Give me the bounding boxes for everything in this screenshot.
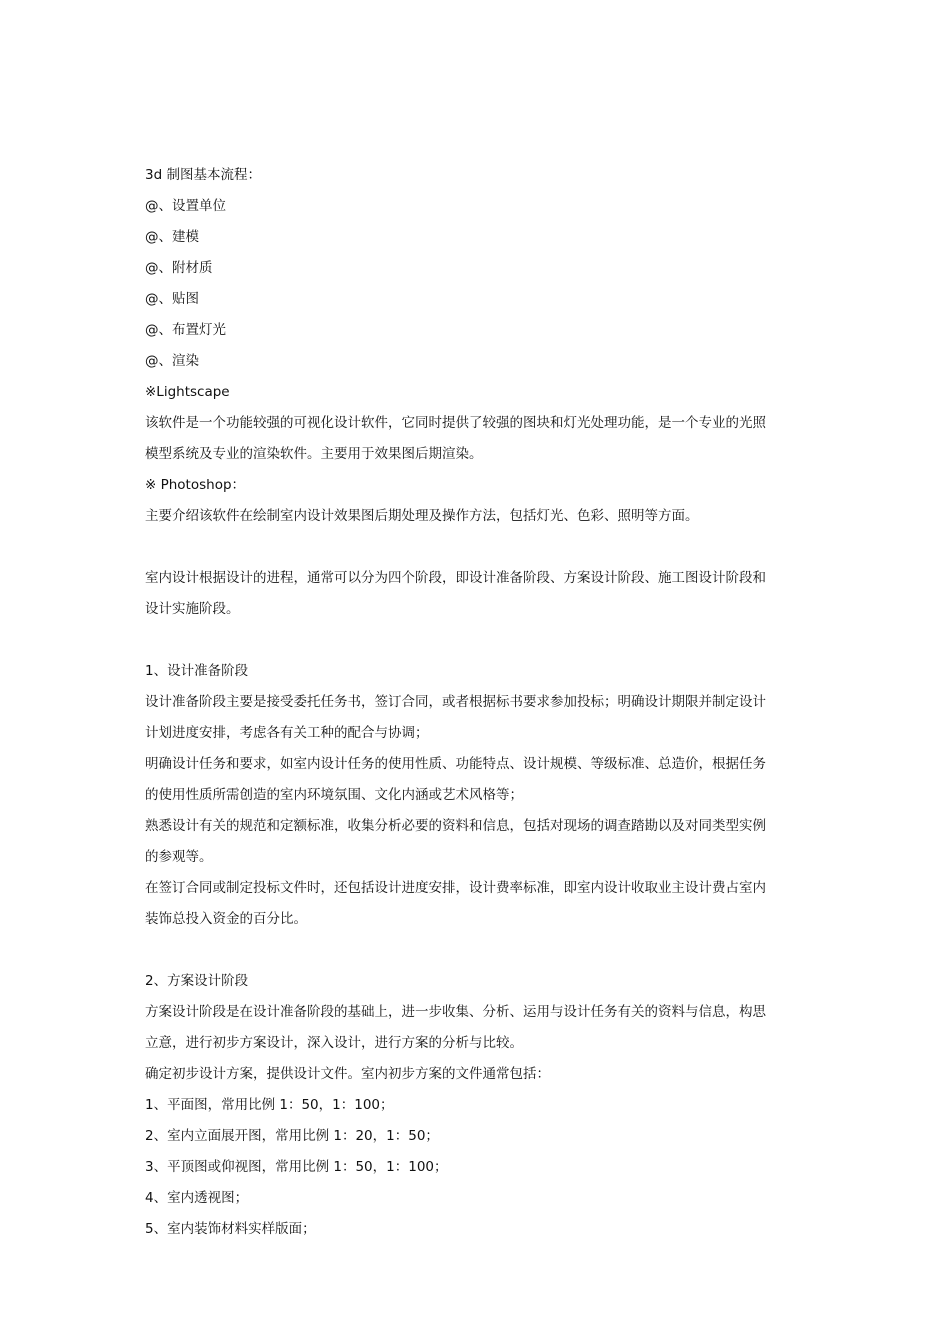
lightscape-text: 该软件是一个功能较强的可视化设计软件，它同时提供了较强的图块和灯光处理功能，是一个专业的光照 (145, 415, 766, 431)
workflow-step: @、渲染 (145, 353, 199, 369)
stage2-paragraph: 立意，进行初步方案设计，深入设计，进行方案的分析与比较。 (145, 1035, 523, 1051)
workflow-step: @、附材质 (145, 260, 213, 276)
stage2-heading: 2、方案设计阶段 (145, 973, 249, 989)
workflow-step: @、布置灯光 (145, 322, 226, 338)
stage1-paragraph: 明确设计任务和要求，如室内设计任务的使用性质、功能特点、设计规模、等级标准、总造价，根据任务 (145, 756, 766, 772)
overview-text: 室内设计根据设计的进程，通常可以分为四个阶段，即设计准备阶段、方案设计阶段、施工图设计阶段和 (145, 570, 766, 586)
stage2-paragraph: 确定初步设计方案，提供设计文件。室内初步方案的文件通常包括： (145, 1066, 550, 1082)
workflow-heading: 3d 制图基本流程： (145, 167, 261, 183)
spacer (145, 935, 810, 966)
lightscape-title: ※Lightscape (145, 384, 230, 400)
stage2-list-item: 3、平顶图或仰视图，常用比例 1：50，1：100； (145, 1159, 448, 1175)
workflow-step: @、贴图 (145, 291, 199, 307)
workflow-step: @、建模 (145, 229, 199, 245)
stage2-list-item: 2、室内立面展开图，常用比例 1：20，1：50； (145, 1128, 439, 1144)
stage1-heading: 1、设计准备阶段 (145, 663, 249, 679)
spacer (145, 625, 810, 656)
stage1-paragraph: 的使用性质所需创造的室内环境氛围、文化内涵或艺术风格等； (145, 787, 523, 803)
lightscape-text: 模型系统及专业的渲染软件。主要用于效果图后期渲染。 (145, 446, 483, 462)
overview-text: 设计实施阶段。 (145, 601, 240, 617)
photoshop-text: 主要介绍该软件在绘制室内设计效果图后期处理及操作方法，包括灯光、色彩、照明等方面。 (145, 508, 699, 524)
stage2-list-item: 1、平面图，常用比例 1：50，1：100； (145, 1097, 394, 1113)
stage1-paragraph: 熟悉设计有关的规范和定额标准，收集分析必要的资料和信息，包括对现场的调查踏勘以及对同类型实例 (145, 818, 766, 834)
workflow-step: @、设置单位 (145, 198, 226, 214)
stage1-paragraph: 设计准备阶段主要是接受委托任务书，签订合同，或者根据标书要求参加投标；明确设计期限并制定设计 (145, 694, 766, 710)
stage1-paragraph: 装饰总投入资金的百分比。 (145, 911, 307, 927)
photoshop-title: ※ Photoshop： (145, 477, 246, 493)
document-body (145, 160, 810, 1245)
stage1-paragraph: 的参观等。 (145, 849, 213, 865)
stage2-paragraph: 方案设计阶段是在设计准备阶段的基础上，进一步收集、分析、运用与设计任务有关的资料与信息，构思 (145, 1004, 766, 1020)
stage2-list-item: 4、室内透视图； (145, 1190, 249, 1206)
stage1-paragraph: 计划进度安排，考虑各有关工种的配合与协调； (145, 725, 429, 741)
spacer (145, 532, 810, 563)
stage1-paragraph: 在签订合同或制定投标文件时，还包括设计进度安排，设计费率标准，即室内设计收取业主设计费占室内 (145, 880, 766, 896)
stage2-list-item: 5、室内装饰材料实样版面； (145, 1221, 316, 1237)
